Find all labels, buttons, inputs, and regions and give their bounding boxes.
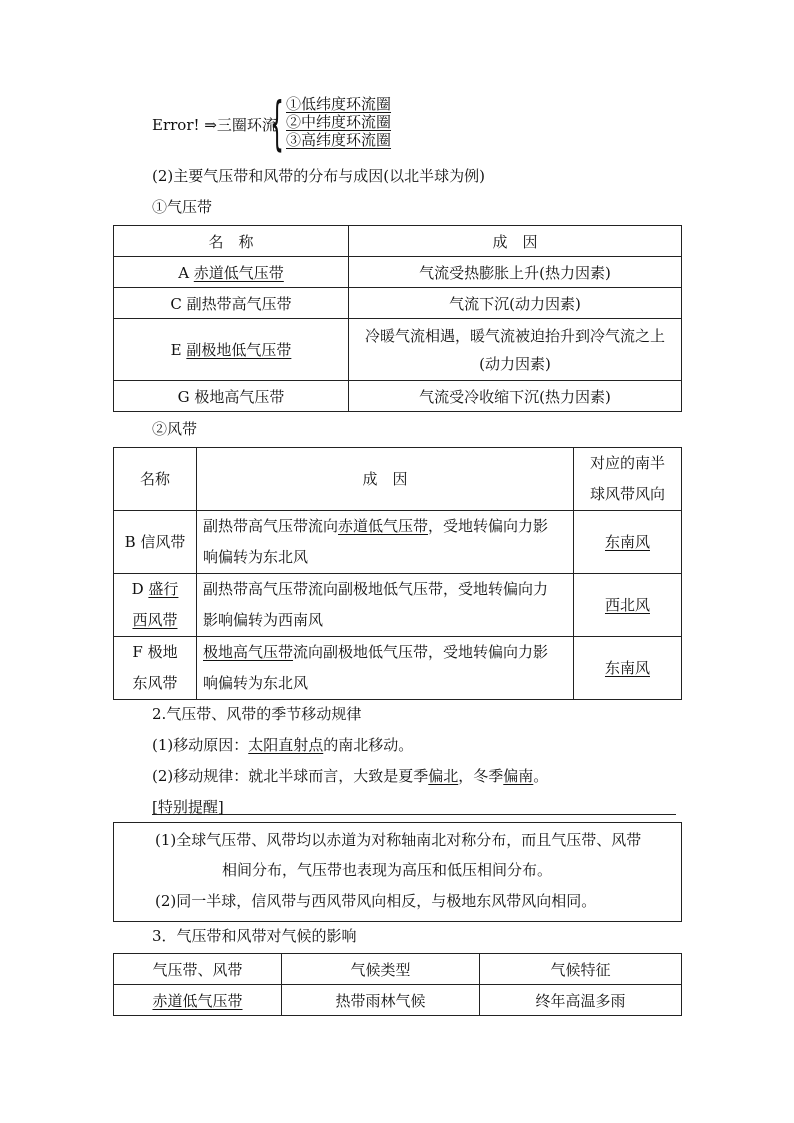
row-direction: 东南风: [574, 511, 682, 574]
row-cause: 气流受冷收缩下沉(热力因素): [349, 381, 682, 412]
name-line: [120, 574, 190, 605]
cause-line: [203, 637, 567, 668]
row-cause: [197, 574, 574, 637]
header-name: 名 称: [114, 226, 349, 257]
note-paragraph-1-cont: 相间分布，气压带也表现为高压和低压相间分布。: [222, 861, 553, 879]
movement-reason: [152, 734, 413, 755]
cause-line: (动力因素): [479, 354, 551, 373]
text: 。: [533, 767, 549, 785]
header-direction: [574, 448, 682, 511]
header-type: 气候类型: [282, 954, 480, 985]
row-name: B 信风带: [114, 511, 197, 574]
row-belt: 赤道低气压带: [114, 985, 282, 1016]
left-brace-icon: {: [270, 89, 285, 157]
row-name: G 极地高气压带: [114, 381, 349, 412]
row-name: [114, 637, 197, 700]
cause-line: 副热带高气压带流向副极地低气压带，受地转偏向力: [203, 580, 549, 598]
wind-subheading: ②风带: [152, 420, 198, 438]
row-cause: 气流下沉(动力因素): [349, 288, 682, 319]
movement-heading: 2.气压带、风带的季节移动规律: [152, 705, 362, 723]
name-line: F 极地: [132, 643, 178, 661]
text: ，受地转偏向力影: [428, 517, 549, 535]
note-paragraph-2: (2)同一半球，信风带与西风带风向相反，与极地东风带风向相同。: [155, 892, 597, 910]
table-header-row: [114, 954, 682, 985]
text: D: [131, 580, 149, 598]
formula-lhs: Error! ⇒三圈环流: [152, 116, 277, 134]
row-name: 赤道低气压带: [193, 263, 284, 282]
wind-belt-table: [113, 447, 682, 700]
formula-item-high: ③高纬度环流圈: [286, 131, 392, 149]
table-row: [114, 257, 682, 288]
cause-line: [203, 511, 567, 542]
table-row: [114, 319, 682, 381]
row-type: 热带雨林气候: [282, 985, 480, 1016]
three-cell-formula: [152, 89, 452, 157]
row-cause: 气流受热膨胀上升(热力因素): [349, 257, 682, 288]
cause-line: 响偏转为东北风: [203, 548, 309, 566]
movement-rule: [152, 765, 548, 786]
header-line: 对应的南半: [589, 454, 665, 472]
climate-heading: 3．气压带和风带对气候的影响: [152, 927, 357, 945]
text: 流向副极地低气压带，受地转偏向力影: [293, 643, 549, 661]
row-direction: 西北风: [574, 574, 682, 637]
row-cause: [197, 511, 574, 574]
row-prefix: E: [170, 341, 187, 359]
header-line: 球风带风向: [589, 485, 665, 503]
header-cause: 成 因: [197, 448, 574, 511]
text: 太阳直射点: [248, 736, 324, 754]
text: 偏南: [503, 767, 534, 785]
name-line: 西风带: [132, 611, 178, 629]
note-box: [113, 822, 682, 922]
text: (1)移动原因：: [152, 736, 249, 754]
text: 盛行: [148, 580, 179, 598]
note-paragraph-1: (1)全球气压带、风带均以赤道为对称轴南北对称分布，而且气压带、风带: [155, 831, 642, 849]
header-belt: 气压带、风带: [114, 954, 282, 985]
text: 副热带高气压带流向: [203, 517, 339, 535]
cause-line: 冷暖气流相遇，暖气流被迫抬升到冷气流之上: [364, 326, 665, 345]
header-name: 名称: [114, 448, 197, 511]
pressure-subheading: ①气压带: [152, 198, 213, 216]
text: (2)移动规律：就北半球而言，大致是夏季: [152, 767, 429, 785]
text: 偏北: [428, 767, 459, 785]
table-row: [114, 288, 682, 319]
cause-line: 影响偏转为西南风: [203, 611, 324, 629]
table-row: [114, 574, 682, 637]
row-name: 副极地低气压带: [186, 341, 292, 359]
formula-item-mid: ②中纬度环流圈: [286, 113, 392, 131]
note-title: [特别提醒]: [152, 798, 224, 816]
row-direction: 东南风: [574, 637, 682, 700]
table-row: [114, 511, 682, 574]
table-row: [114, 637, 682, 700]
header-feature: 气候特征: [480, 954, 682, 985]
climate-table: [113, 953, 682, 1016]
header-cause: 成 因: [349, 226, 682, 257]
text: 极地高气压带: [203, 643, 294, 661]
row-feature: 终年高温多雨: [480, 985, 682, 1016]
table-row: [114, 985, 682, 1016]
row-name: [114, 574, 197, 637]
text: ，冬季: [458, 767, 504, 785]
text: 的南北移动。: [323, 736, 414, 754]
row-cause: [349, 319, 682, 381]
table-row: [114, 381, 682, 412]
section-heading: (2)主要气压带和风带的分布与成因(以北半球为例): [152, 167, 485, 185]
formula-item-low: ①低纬度环流圈: [286, 95, 392, 113]
cause-line: 响偏转为东北风: [203, 674, 309, 692]
note-title-bar: [152, 796, 676, 815]
row-prefix: A: [178, 263, 194, 282]
name-line: 东风带: [132, 674, 178, 692]
text: 赤道低气压带: [338, 517, 429, 535]
table-header-row: [114, 226, 682, 257]
pressure-belt-table: [113, 225, 682, 412]
table-header-row: [114, 448, 682, 511]
row-cause: [197, 637, 574, 700]
row-name: C 副热带高气压带: [114, 288, 349, 319]
